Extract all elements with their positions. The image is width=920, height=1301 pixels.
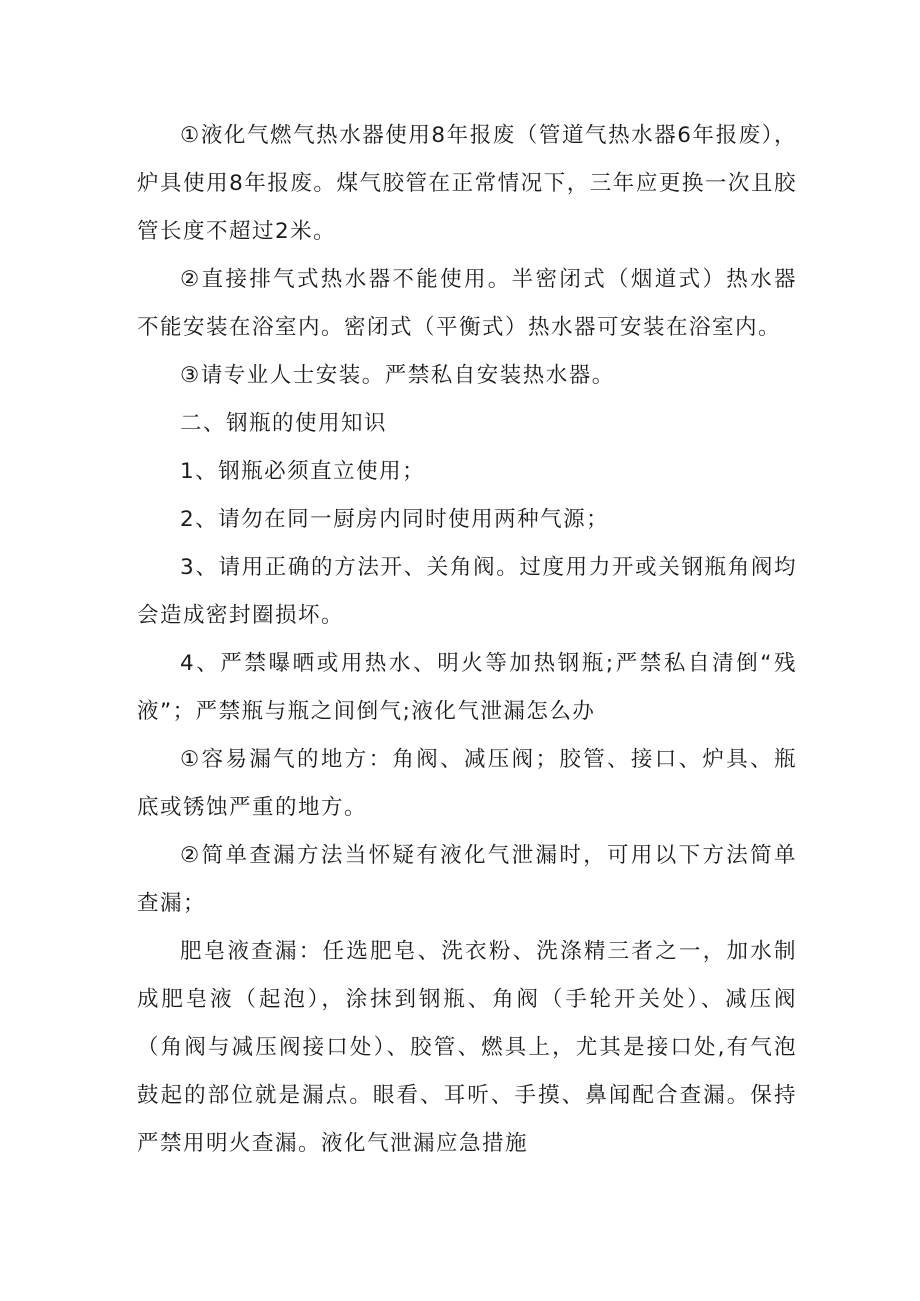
list-item-valve-operation: 3、请用正确的方法开、关角阀。过度用力开或关钢瓶角阀均会造成密封圈损坏。 — [137, 555, 797, 628]
paragraph-water-heater-lifespan: ①液化气燃气热水器使用8年报废（管道气热水器6年报废），炉具使用8年报废。煤气胶管在正常情况下，三年应更换一次且胶管长度不超过2米。 — [137, 123, 797, 244]
paragraph-water-heater-types: ②直接排气式热水器不能使用。半密闭式（烟道式）热水器不能安装在浴室内。密闭式（平衡式）热水器可安装在浴室内。 — [137, 267, 797, 340]
list-item-no-heating: 4、严禁曝晒或用热水、明火等加热钢瓶;严禁私自清倒“残液”；严禁瓶与瓶之间倒气;液化气泄漏怎么办 — [137, 651, 797, 724]
section-heading-cylinder-usage: 二、钢瓶的使用知识 — [180, 411, 388, 436]
paragraph-soap-leak-test: 肥皂液查漏：任选肥皂、洗衣粉、洗涤精三者之一，加水制成肥皂液（起泡），涂抹到钢瓶、角阀（手轮开关处）、减压阀（角阀与减压阀接口处）、胶管、燃具上，尤其是接口处,有气泡鼓起的部位就是漏点。眼看、耳听、手摸、鼻闻配合查漏。保持严禁用明火查漏。液化气泄漏应急措施 — [137, 939, 797, 1156]
paragraph-leak-locations: ①容易漏气的地方：角阀、减压阀；胶管、接口、炉具、瓶底或锈蚀严重的地方。 — [137, 747, 797, 820]
list-item-single-gas-source: 2、请勿在同一厨房内同时使用两种气源； — [180, 507, 610, 532]
document-body — [137, 112, 797, 1168]
list-item-upright-use: 1、钢瓶必须直立使用； — [180, 459, 426, 484]
paragraph-professional-install: ③请专业人士安装。严禁私自安装热水器。 — [180, 363, 615, 388]
paragraph-leak-check-method: ②简单查漏方法当怀疑有液化气泄漏时，可用以下方法简单查漏； — [137, 843, 797, 916]
